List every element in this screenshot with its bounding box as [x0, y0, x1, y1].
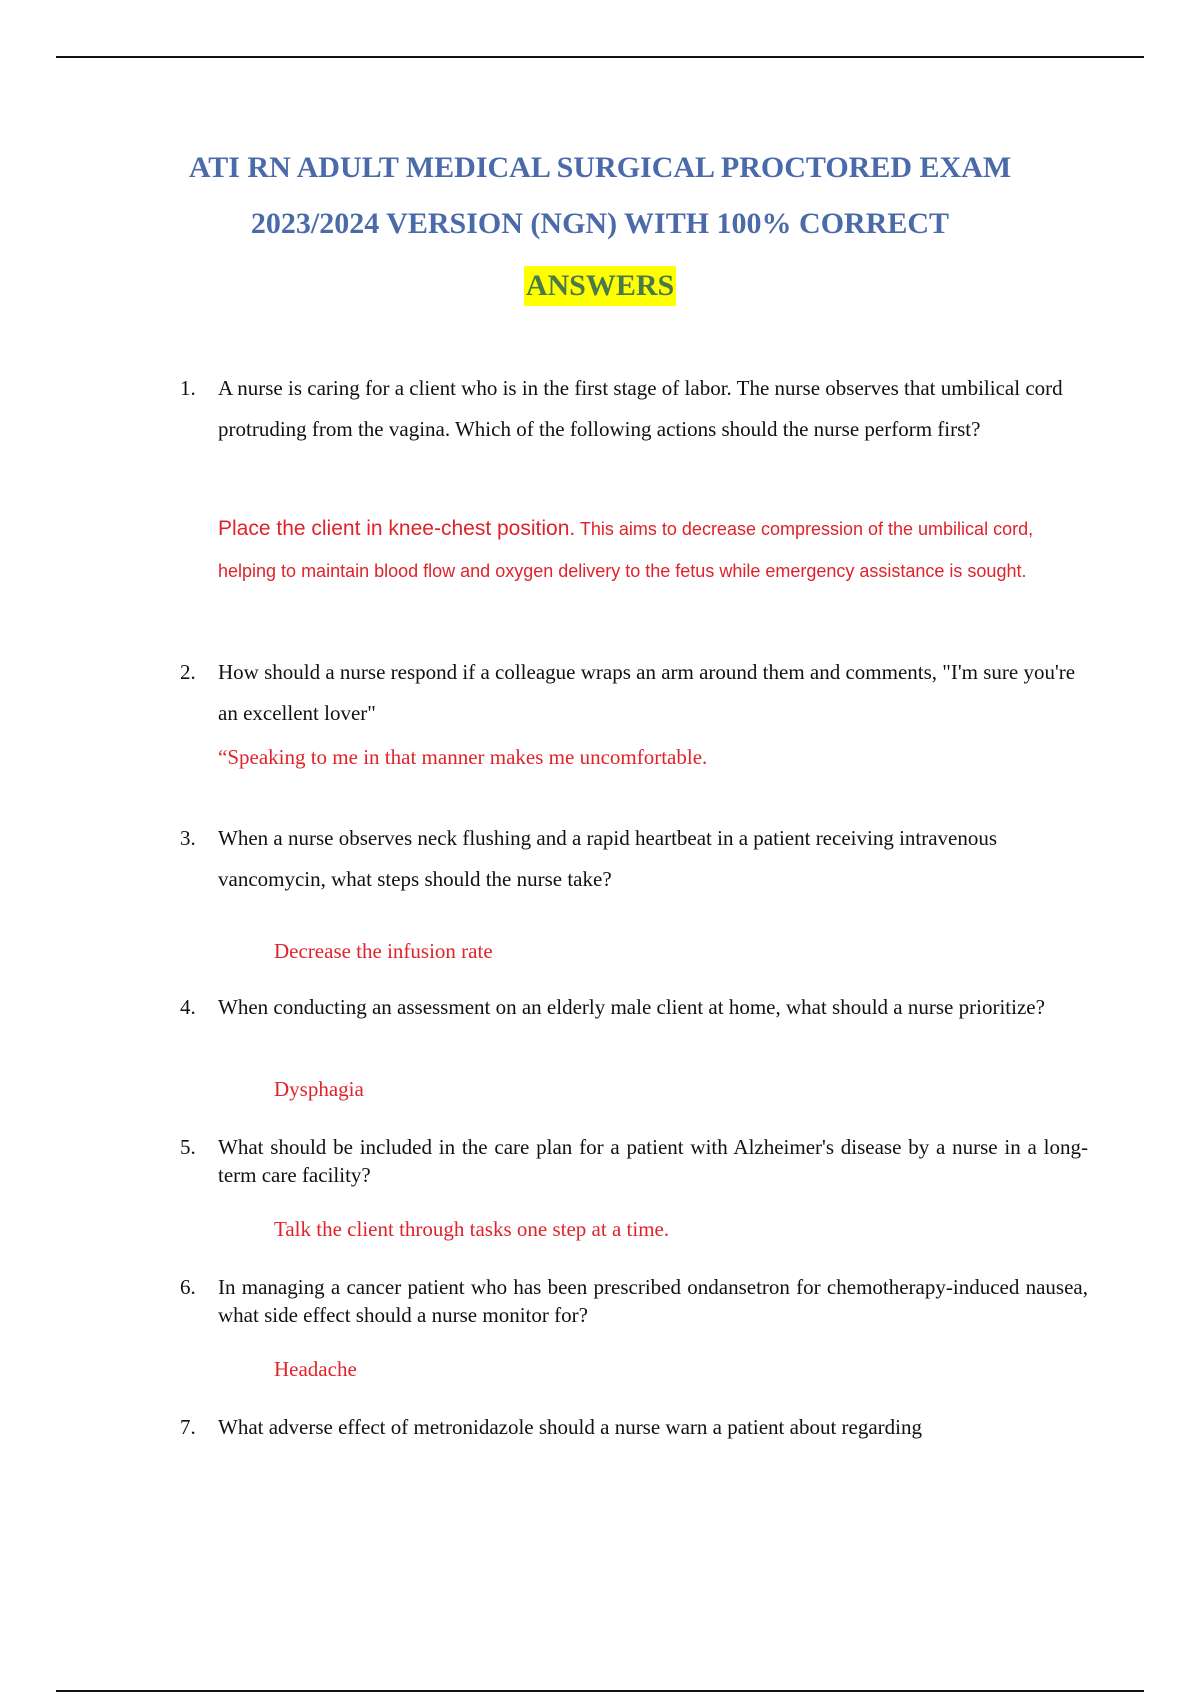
question-7 [170, 1413, 1088, 1441]
question-text: What adverse effect of metronidazole should a nurse warn a patient about regarding [218, 1415, 922, 1439]
title-line-2: 2023/2024 VERSION (NGN) WITH 100% CORRECT [250, 207, 950, 240]
question-number: 5. [180, 1135, 196, 1159]
question-text: When a nurse observes neck flushing and a rapid heartbeat in a patient receiving intravenous vancomycin, what steps should the nurse take? [218, 826, 998, 891]
title-line-1: ATI RN ADULT MEDICAL SURGICAL PROCTORED EXAM [188, 151, 1012, 184]
question-text: A nurse is caring for a client who is in the first stage of labor. The nurse observes that umbilical cord protruding from the vagina. Which of the following actions should the nurse perform first? [218, 376, 1063, 441]
question-text: What should be included in the care plan for a patient with Alzheimer's disease by a nurse in a long-term care facility? [218, 1135, 1088, 1187]
question-6 [170, 1273, 1088, 1329]
question-5 [170, 1133, 1088, 1189]
question-1 [170, 368, 1088, 450]
footer-rule [56, 1690, 1144, 1692]
answer-1 [218, 508, 1038, 592]
answer-6: Headache [274, 1357, 357, 1381]
question-number: 6. [180, 1275, 196, 1299]
question-number: 1. [180, 376, 196, 400]
question-number: 4. [180, 995, 196, 1019]
question-2 [170, 652, 1088, 734]
answer-5: Talk the client through tasks one step at a time. [274, 1217, 670, 1241]
answer-3: Decrease the infusion rate [274, 939, 493, 963]
question-text: When conducting an assessment on an elderly male client at home, what should a nurse prioritize? [218, 995, 1045, 1019]
question-text: In managing a cancer patient who has been prescribed ondansetron for chemotherapy-induced nausea, what side effect should a nurse monitor for? [218, 1275, 1088, 1327]
question-number: 3. [180, 826, 196, 850]
answer-lead: Place the client in knee-chest position. [218, 517, 576, 540]
document-title [100, 140, 1100, 314]
answer-2: “Speaking to me in that manner makes me uncomfortable. [218, 745, 708, 769]
title-highlight: ANSWERS [524, 266, 676, 306]
answer-4: Dysphagia [274, 1077, 364, 1101]
header-rule [56, 56, 1144, 58]
question-number: 2. [180, 660, 196, 684]
answer-explanation: This aims to decrease compression of the umbilical cord, helping to maintain blood flow and oxygen delivery to the fetus while emergency assistance is sought. [218, 519, 1034, 581]
question-number: 7. [180, 1415, 196, 1439]
question-3 [170, 818, 1088, 900]
question-text: How should a nurse respond if a colleague wraps an arm around them and comments, "I'm sure you're an excellent lover" [218, 660, 1076, 725]
question-4 [170, 993, 1088, 1021]
